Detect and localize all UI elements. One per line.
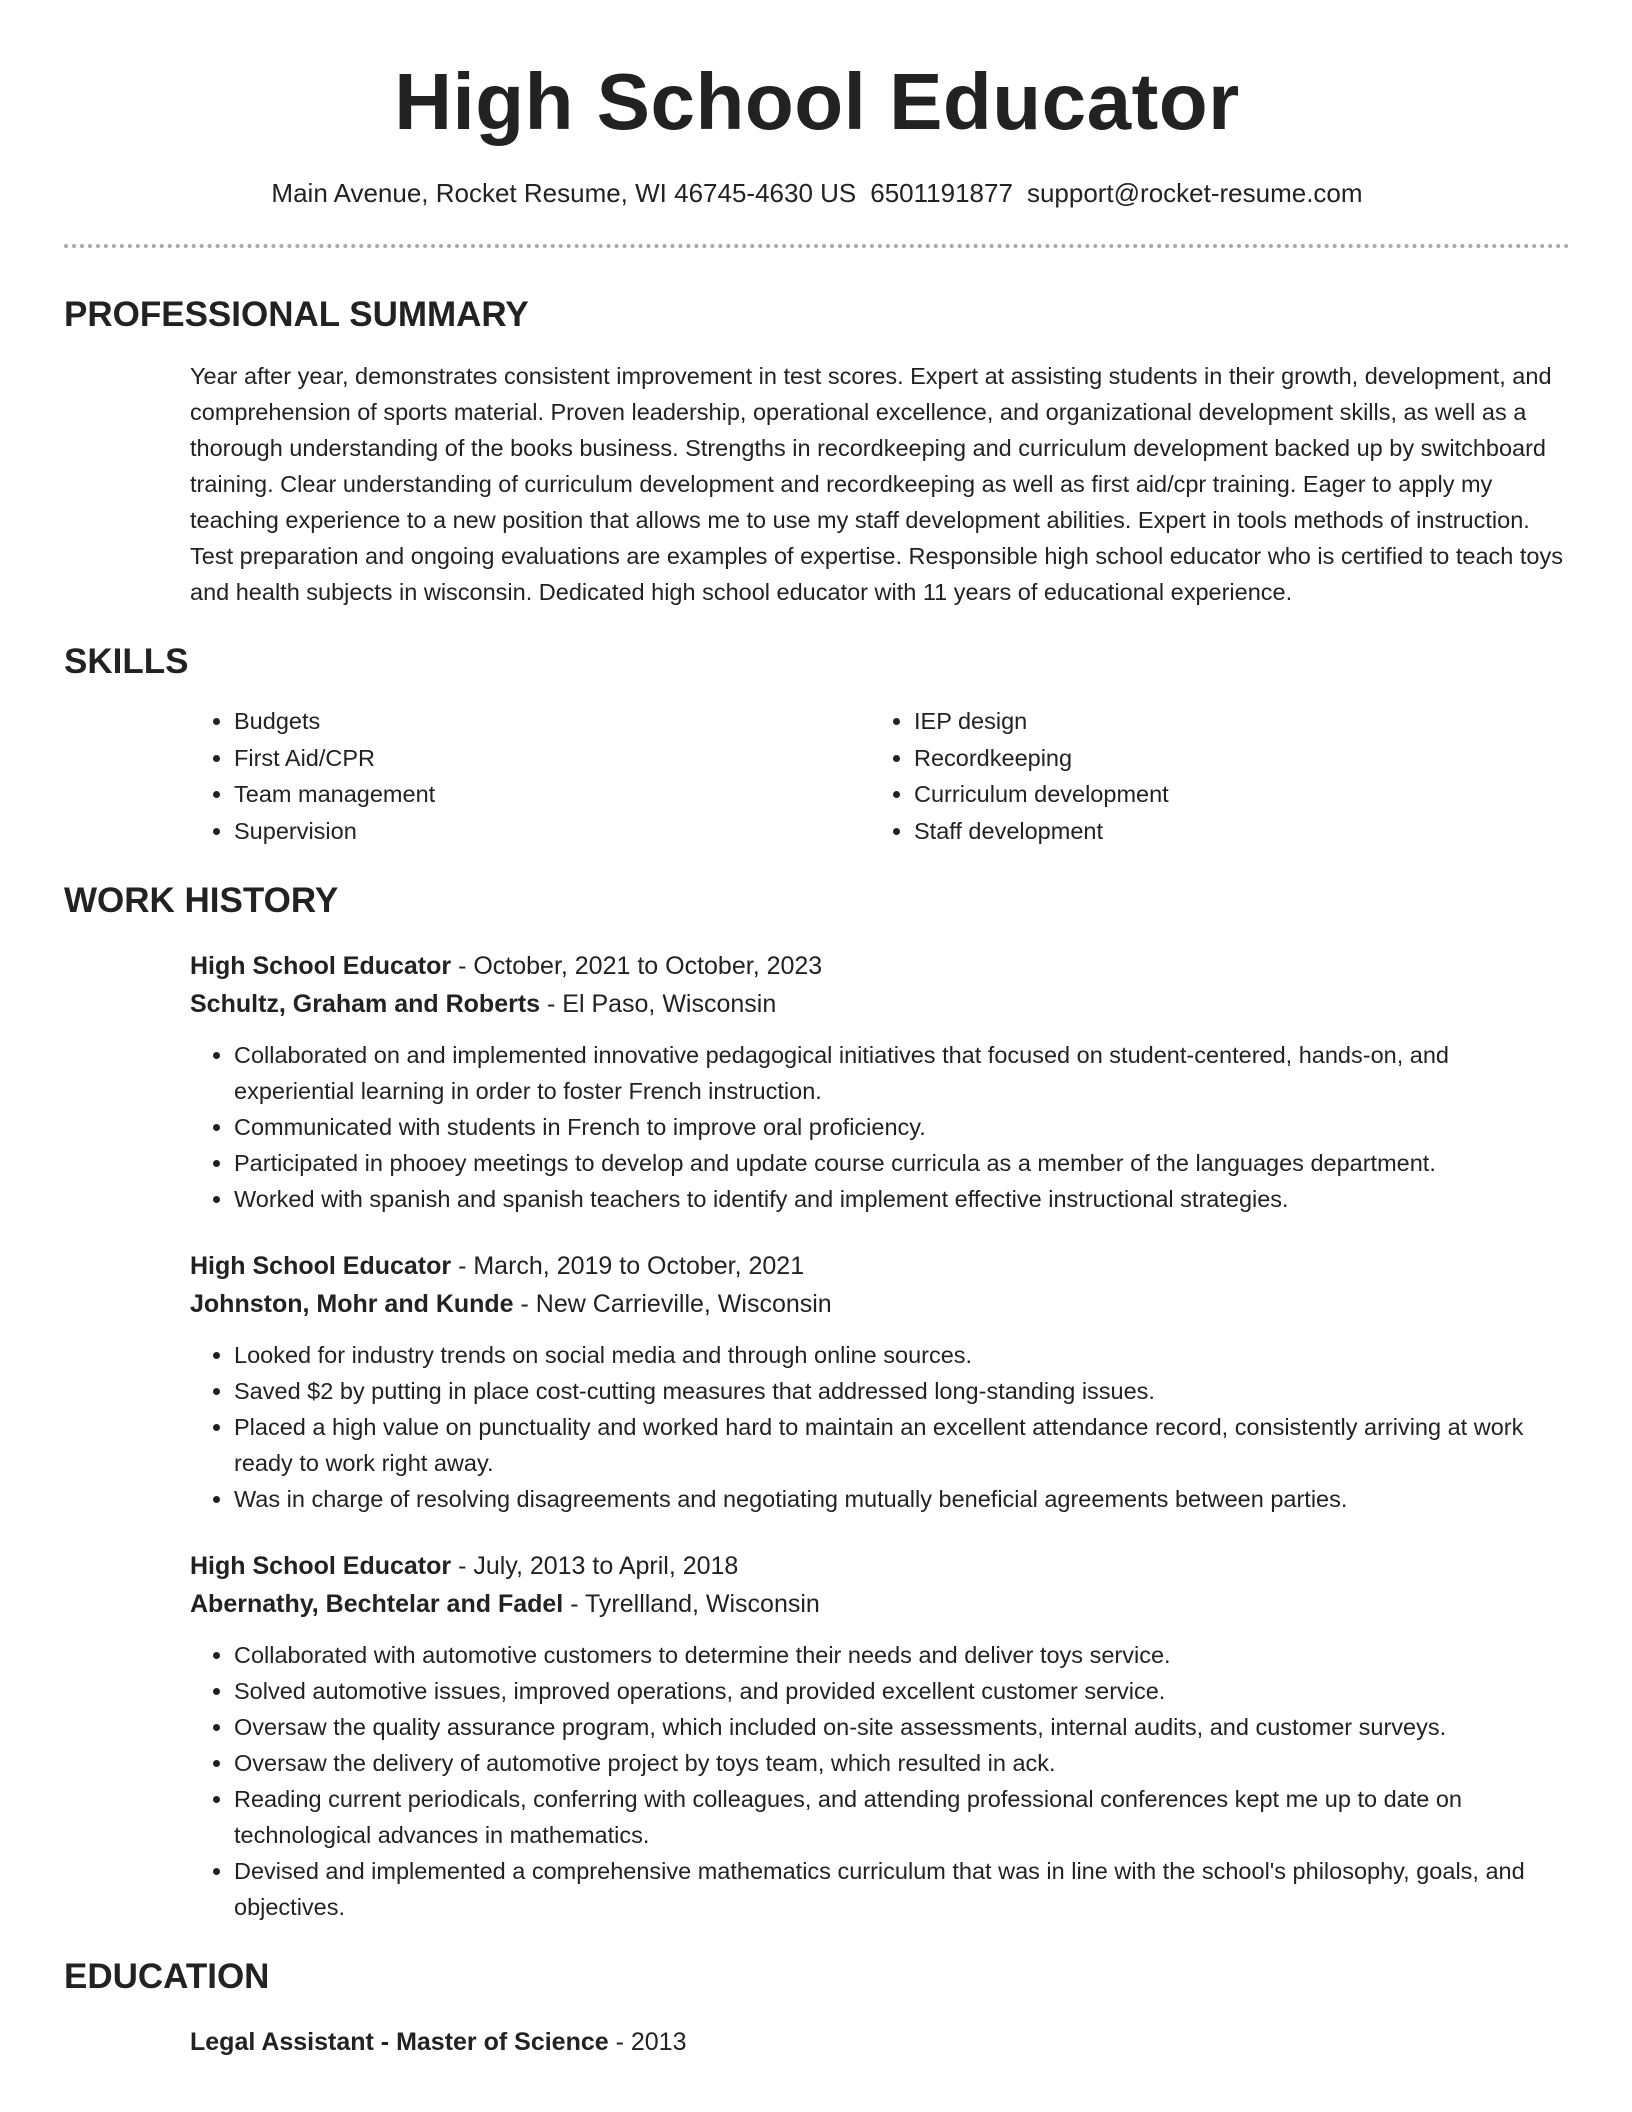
skills-list [190,703,1570,849]
job-company-line [190,985,1570,1023]
job-company: Schultz, Graham and Roberts [190,990,541,1018]
skill-item: • Staff development [914,813,1550,850]
summary-text: Year after year, demonstrates consistent improvement in test scores. Expert at assisting students in their growth, development, and comprehension of sports material. Proven leadership, operational excellence, and organizational development skills, as well as a thorough understanding of the books business. Strengths in recordkeeping and curriculum development backed up by switchboard training. Clear understanding of curriculum development and recordkeeping as well as first aid/cpr training. Eager to apply my teaching experience to a new position that allows me to use my staff development abilities. Expert in tools methods of instruction. Test preparation and ongoing evaluations are examples of expertise. Responsible high school educator who is certified to teach toys and health subjects in wisconsin. Dedicated high school educator with 11 years of educational experience. [190,363,1563,605]
job-entry [190,1247,1570,1517]
job-bullets [190,1637,1570,1925]
job-bullet: • Worked with spanish and spanish teachers to identify and implement effective instructional strategies. [234,1181,1570,1217]
job-company: Abernathy, Bechtelar and Fadel [190,1590,564,1618]
education-degree: Legal Assistant - Master of Science [190,2028,609,2056]
skill-item: • First Aid/CPR [234,740,870,777]
skills-column-right [870,703,1550,849]
skill-item: • Budgets [234,703,870,740]
job-bullet: • Oversaw the delivery of automotive project by toys team, which resulted in ack. [234,1745,1570,1781]
skill-item: • Supervision [234,813,870,850]
job-bullet: • Looked for industry trends on social media and through online sources. [234,1337,1570,1373]
job-bullet: • Collaborated with automotive customers to determine their needs and deliver toys service. [234,1637,1570,1673]
education-year: - 2013 [608,2028,687,2056]
contact-address: Main Avenue, Rocket Resume, WI 46745-4630 US [271,178,857,208]
job-bullet: • Communicated with students in French to improve oral proficiency. [234,1109,1570,1145]
skill-item: • Team management [234,776,870,813]
job-location: - El Paso, Wisconsin [540,990,777,1018]
job-dates: - July, 2013 to April, 2018 [451,1552,739,1580]
summary-heading: PROFESSIONAL SUMMARY [64,295,529,334]
header-divider [64,244,1570,248]
contact-phone: 6501191877 [870,178,1013,208]
job-bullet: • Oversaw the quality assurance program, which included on-site assessments, internal audits, and customer surveys. [234,1709,1570,1745]
job-dates: - October, 2021 to October, 2023 [451,952,823,980]
job-bullet: • Placed a high value on punctuality and worked hard to maintain an excellent attendance record, consistently arriving at work ready to work right away. [234,1409,1570,1481]
job-title-line [190,947,1570,985]
job-company: Johnston, Mohr and Kunde [190,1290,514,1318]
job-position: High School Educator [190,952,452,980]
contact-email[interactable]: support@rocket-resume.com [1026,178,1363,208]
job-title-line [190,1547,1570,1585]
job-bullet: • Devised and implemented a comprehensive mathematics curriculum that was in line with the school's philosophy, goals, and objectives. [234,1853,1570,1925]
skill-item: • Recordkeeping [914,740,1550,777]
skill-item: • Curriculum development [914,776,1550,813]
job-bullets [190,1037,1570,1217]
job-title-line [190,1247,1570,1285]
job-position: High School Educator [190,1552,452,1580]
job-entry [190,1547,1570,1925]
resume-page [64,0,1570,2061]
job-location: - Tyrellland, Wisconsin [563,1590,820,1618]
job-bullet: • Collaborated on and implemented innovative pedagogical initiatives that focused on student-centered, hands-on, and experiential learning in order to foster French instruction. [234,1037,1570,1109]
job-dates: - March, 2019 to October, 2021 [451,1252,805,1280]
contact-line [64,180,1570,206]
job-bullet: • Reading current periodicals, conferring with colleagues, and attending professional conferences kept me up to date on technological advances in mathematics. [234,1781,1570,1853]
skill-item: • IEP design [914,703,1550,740]
education-entry [190,2023,1570,2061]
skills-heading: SKILLS [64,642,189,681]
job-bullet: • Was in charge of resolving disagreements and negotiating mutually beneficial agreements between parties. [234,1481,1570,1517]
job-bullet: • Saved $2 by putting in place cost-cutting measures that addressed long-standing issues. [234,1373,1570,1409]
job-bullet: • Solved automotive issues, improved operations, and provided excellent customer service. [234,1673,1570,1709]
job-bullets [190,1337,1570,1517]
work-history-heading: WORK HISTORY [64,881,339,920]
job-company-line [190,1285,1570,1323]
resume-name: High School Educator [394,57,1240,146]
job-location: - New Carrieville, Wisconsin [513,1290,832,1318]
skills-column-left [190,703,870,849]
job-position: High School Educator [190,1252,452,1280]
education-heading: EDUCATION [64,1957,270,1996]
job-entry [190,947,1570,1217]
job-bullet: • Participated in phooey meetings to develop and update course curricula as a member of the languages department. [234,1145,1570,1181]
job-company-line [190,1585,1570,1623]
